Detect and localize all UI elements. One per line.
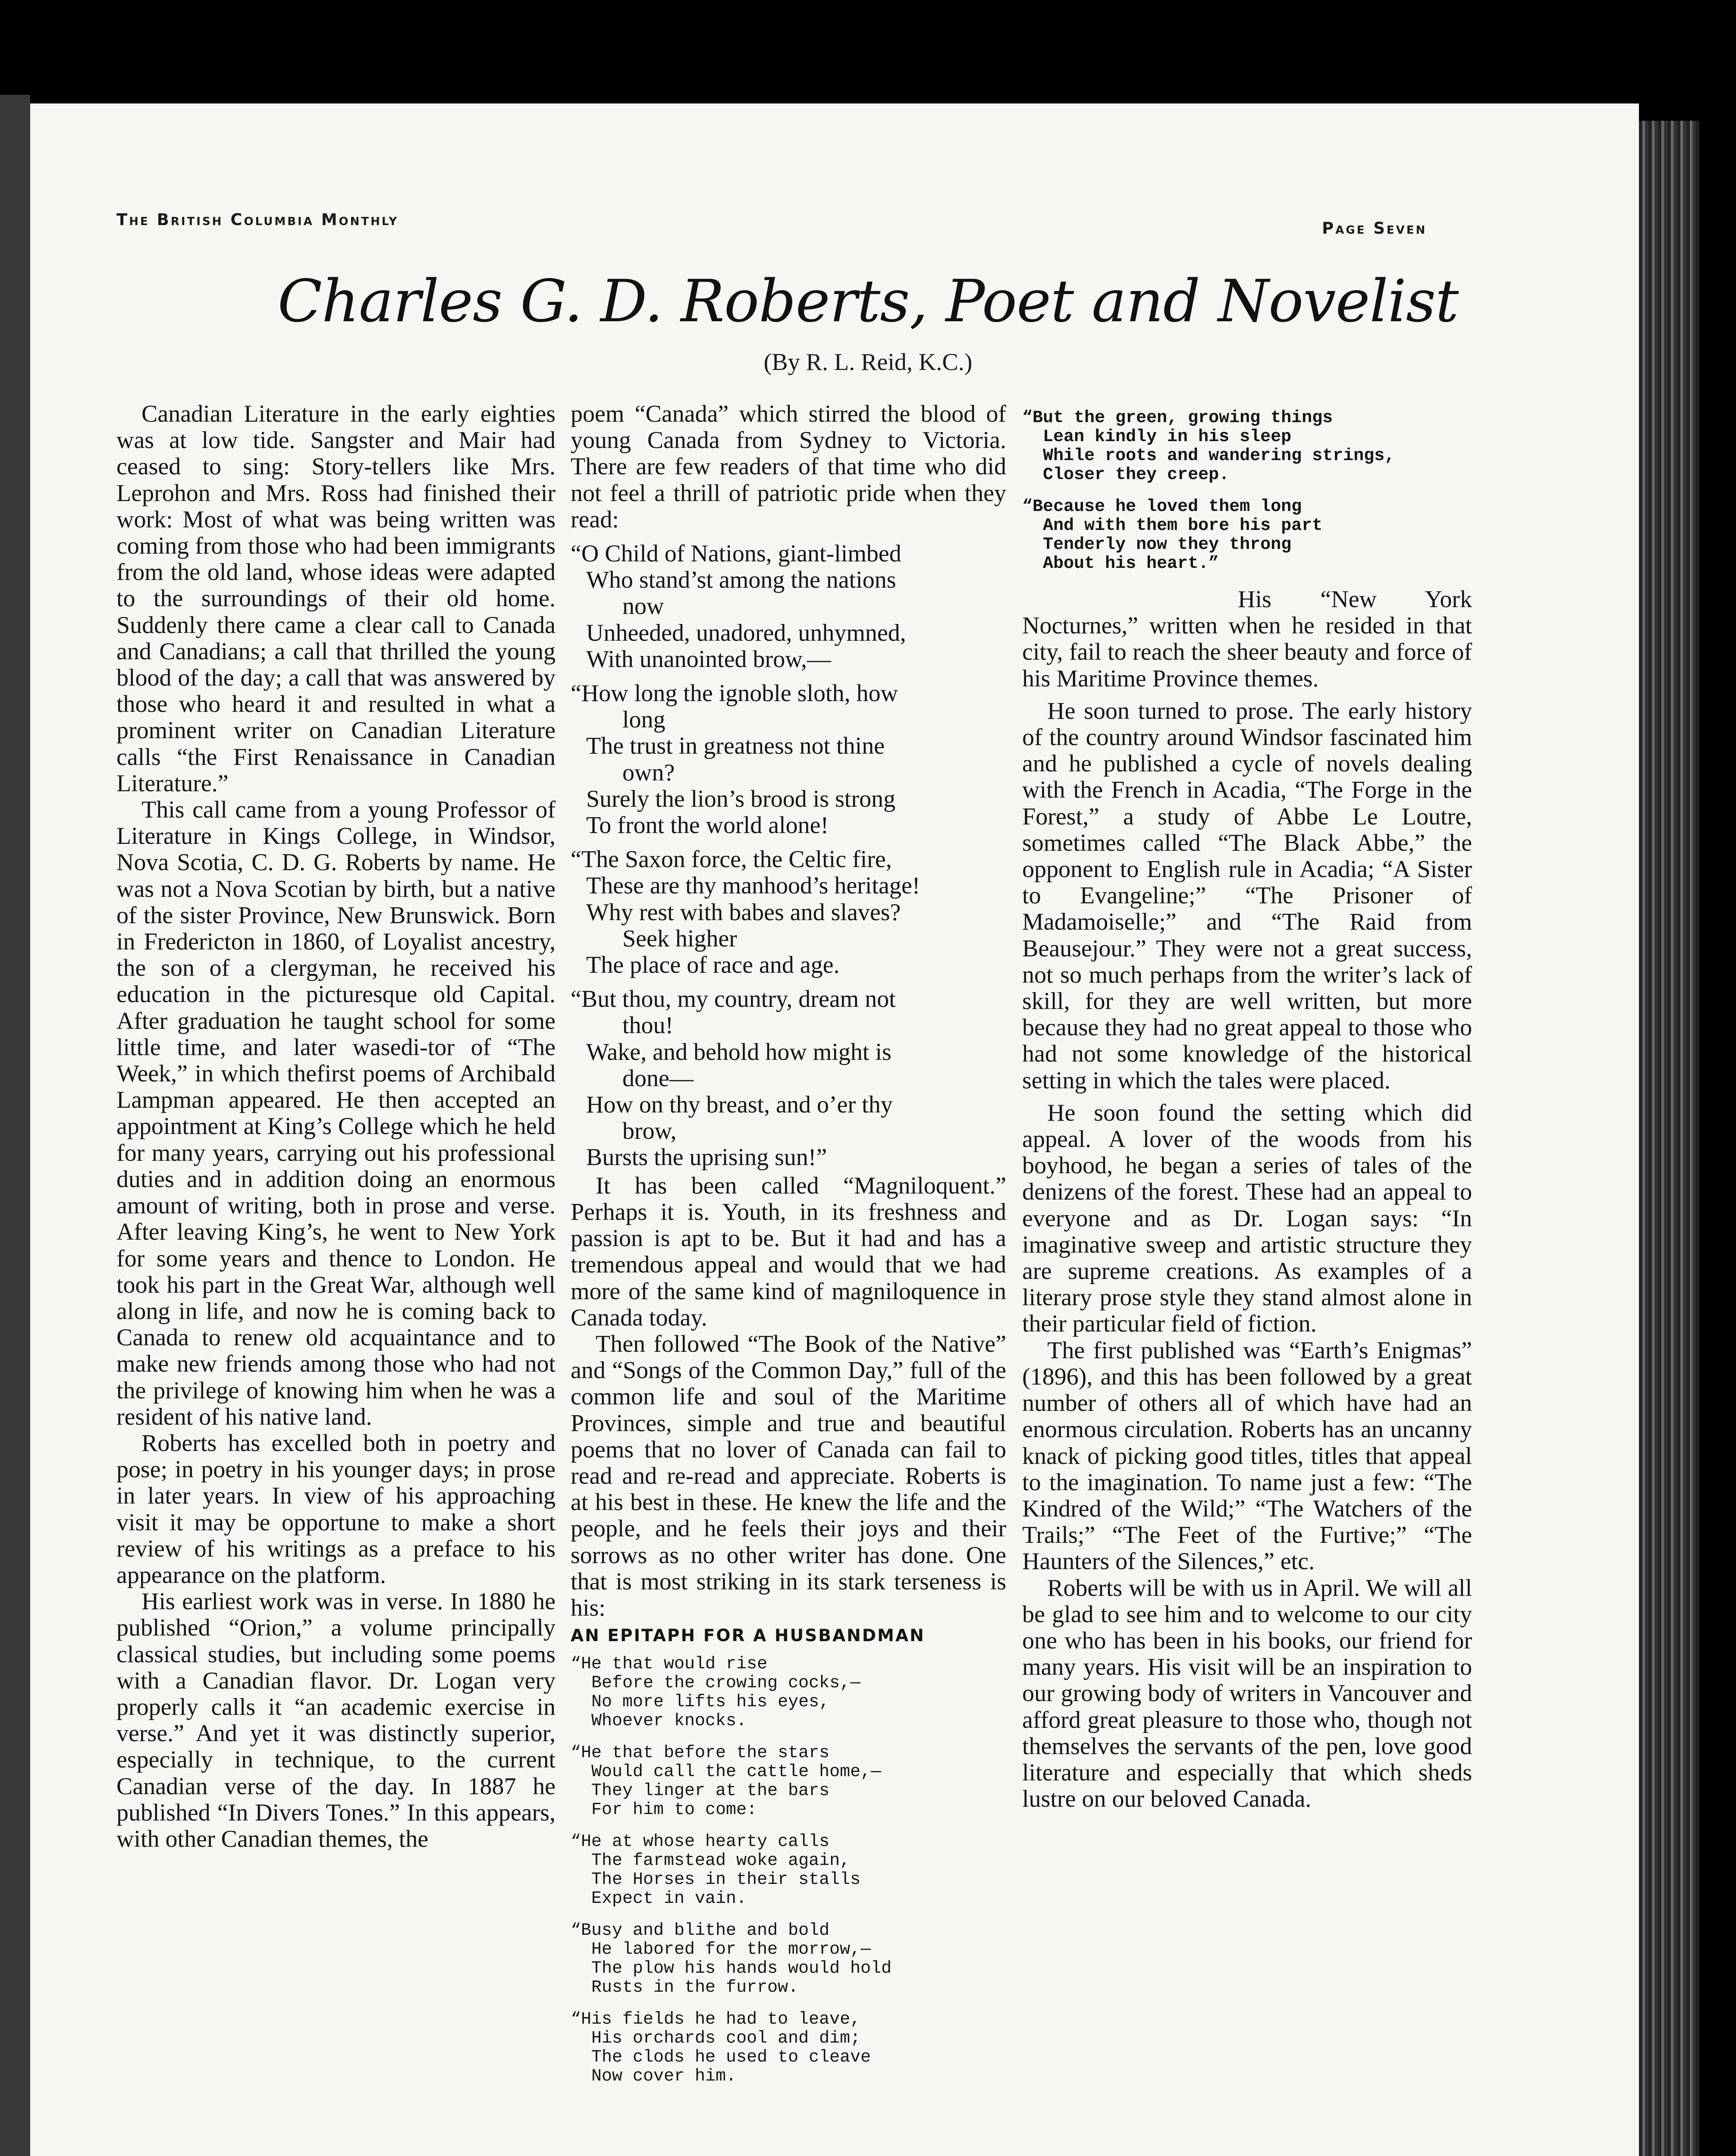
epitaph-line: Before the crowing cocks,—	[571, 1673, 861, 1693]
running-header-page-number: Page Seven	[1322, 219, 1427, 238]
paragraph: It has been called “Magniloquent.” Perhaps it is. Youth, in its freshness and passion is apt to be. But it had and has a tremendous appeal and would that we had more of the same kind of magniloquence in Canada today.	[571, 1172, 1006, 1331]
paragraph: He soon found the setting which did appeal. A lover of the woods from his boyhood, he began a series of tales of the denizens of the forest. These had an appeal to everyone and as Dr. Logan says: “In imaginative sweep and artistic structure they are supreme creations. As examples of a literary prose style they stand almost alone in their particular field of fiction.	[1022, 1099, 1472, 1338]
epitaph-stanza	[571, 1744, 1006, 1820]
poem-stanza	[571, 846, 1006, 978]
verse-line: Seek higher	[622, 925, 737, 952]
verse-line: Bursts the uprising sun!”	[586, 1144, 827, 1171]
epitaph-stanza	[571, 1833, 1006, 1908]
epitaph-line: “His fields he had to leave,	[571, 2010, 861, 2030]
poem-stanza	[571, 541, 1006, 673]
column-2	[571, 401, 1006, 2099]
verse-line: own?	[622, 759, 675, 786]
epitaph-stanza	[571, 2010, 1006, 2086]
epitaph-line: Lean kindly in his sleep	[1022, 427, 1292, 447]
paragraph: This call came from a young Professor of Literature in Kings College, in Windsor, Nova Scotia, C. D. G. Roberts by name. He was not a Nova Scotian by birth, but a native of the sister Province, New Brunswick. Born in Fredericton in 1860, of Loyalist ancestry, the son of a clergyman, he received his education in the picturesque old Capital. After graduation he taught school for some little time, and later wasedi-tor of “The Week,” in which thefirst poems of Archibald Lampman appeared. He then accepted an appointment at King’s College which he held for many years, carrying out his professional duties and in addition doing an enormous amount of writing, both in prose and verse. After leaving King’s, he went to New York for some years and thence to London. He took his part in the Great War, although well along in life, and now he is coming back to Canada to renew old acquaintance and to make new friends among those who had not the privilege of knowing him when he was a resident of his native land.	[116, 796, 556, 1430]
verse-line: With unanointed brow,—	[586, 646, 832, 673]
epitaph-line: About his heart.”	[1022, 554, 1219, 573]
verse-line: Surely the lion’s brood is strong	[586, 785, 896, 812]
verse-line: “The Saxon force, the Celtic fire,	[571, 846, 892, 873]
epitaph-line: Expect in vain.	[571, 1889, 747, 1909]
column-1	[116, 401, 556, 1852]
epitaph-line: “He that before the stars	[571, 1743, 830, 1763]
verse-line: “How long the ignoble sloth, how	[571, 680, 898, 707]
epitaph-line: Tenderly now they throng	[1022, 535, 1292, 555]
epitaph-line: The plow his hands would hold	[571, 1959, 892, 1979]
paragraph: The first published was “Earth’s Enigmas” (1896), and this has been followed by a great number of others all of which have had an enormous circulation. Roberts has an uncanny knack of picking good titles, titles that appeal to the imagination. To name just a few: “The Kindred of the Wild;” “The Watchers of the Trails;” “The Feet of the Furtive;” “The Haunters of the Silences,” etc.	[1022, 1337, 1472, 1575]
epitaph-line: He labored for the morrow,—	[571, 1940, 871, 1960]
verse-line: Who stand’st among the nations	[586, 567, 896, 594]
running-header-publication: The British Columbia Monthly	[116, 210, 399, 229]
paragraph: He soon turned to prose. The early history of the country around Windsor fascinated him and he published a cycle of novels dealing with the French in Acadia, “The Forge in the Forest,” a study of Abbe Le Loutre, sometimes called “The Black Abbe,” the opponent to English rule in Acadia; “A Sister to Evangeline;” “The Prisoner of Madamoiselle;” and “The Raid from Beausejour.” They were not a great success, not so much perhaps from the writer’s lack of skill, for they are well written, but more because they had no great appeal to those who had not some knowledge of the historical setting in which the tales were placed.	[1022, 697, 1472, 1094]
article-title: Charles G. D. Roberts, Poet and Novelist	[277, 267, 1459, 335]
verse-line: The place of race and age.	[586, 952, 840, 979]
epitaph-line: Closer they creep.	[1022, 465, 1230, 485]
epitaph-line: “Because he loved them long	[1022, 497, 1302, 517]
epitaph-line: No more lifts his eyes,	[571, 1692, 830, 1712]
epitaph-stanza	[571, 1655, 1006, 1731]
epitaph-line: “But the green, growing things	[1022, 408, 1333, 428]
epitaph-stanza	[1022, 409, 1472, 485]
epitaph-stanza	[571, 1921, 1006, 1997]
verse-line: “But thou, my country, dream not	[571, 986, 896, 1013]
paragraph: Roberts has excelled both in poetry and pose; in poetry in his younger days; in prose in later years. In view of his approaching visit it may be opportune to make a short review of his writings as a preface to his appearance on the platform.	[116, 1429, 556, 1589]
epitaph-line: “He at whose hearty calls	[571, 1832, 830, 1852]
epitaph-line: They linger at the bars	[571, 1781, 830, 1801]
verse-line: Unheeded, unadored, unhymned,	[586, 619, 906, 646]
epitaph-line: For him to come:	[571, 1800, 757, 1820]
verse-line: “O Child of Nations, giant-limbed	[571, 540, 901, 567]
epitaph-line: Now cover him.	[571, 2067, 737, 2087]
epitaph-line: His orchards cool and dim;	[571, 2029, 861, 2049]
binding-edge	[0, 95, 30, 2156]
epitaph-line: “He that would rise	[571, 1655, 768, 1674]
epitaph-line: The farmstead woke again,	[571, 1851, 851, 1871]
poem-stanza	[571, 680, 1006, 839]
article-byline: (By R. L. Reid, K.C.)	[763, 349, 973, 376]
epitaph-line: Rusts in the furrow.	[571, 1978, 799, 1998]
column-3	[1022, 401, 1472, 1812]
paragraph: poem “Canada” which stirred the blood of young Canada from Sydney to Victoria. There are few readers of that time who did not feel a thrill of patriotic pride when they read:	[571, 401, 1006, 533]
epitaph-line: While roots and wandering strings,	[1022, 446, 1395, 466]
verse-line: long	[622, 706, 666, 733]
verse-line: now	[622, 593, 664, 620]
paragraph: Then followed “The Book of the Native” and “Songs of the Common Day,” full of the common life and soul of the Maritime Provinces, simple and true and beautiful poems that no lover of Canada can fail to read and re-read and appreciate. Roberts is at his best in these. He knew the life and the people, and he feels their joys and their sorrows as no other writer has done. One that is most striking in its stark terseness is his:	[571, 1330, 1006, 1621]
verse-line: The trust in greatness not thine	[586, 733, 885, 760]
epitaph-line: Whoever knocks.	[571, 1711, 747, 1731]
epitaph-line: Would call the cattle home,—	[571, 1762, 882, 1782]
epitaph-stanza	[1022, 498, 1472, 573]
epitaph-line: The Horses in their stalls	[571, 1870, 861, 1890]
page-stack-edge	[1639, 121, 1699, 2156]
verse-line: How on thy breast, and o’er thy	[586, 1091, 893, 1119]
epitaph-line: And with them bore his part	[1022, 516, 1323, 536]
verse-line: Wake, and behold how might is	[586, 1038, 892, 1065]
paragraph: His “New York Nocturnes,” written when he resided in that city, fail to reach the sheer beauty and force of his Maritime Province themes.	[1022, 586, 1472, 692]
paragraph: His earliest work was in verse. In 1880 he published “Orion,” a volume principally classical studies, but including some poems with a Canadian flavor. Dr. Logan very properly calls it “an academic exercise in verse.” And yet it was distinctly superior, especially in technique, to the current Canadian verse of the day. In 1887 he published “In Divers Tones.” In this appears, with other Canadian themes, the	[116, 1588, 556, 1852]
verse-line: Why rest with babes and slaves?	[586, 899, 901, 926]
paragraph: Roberts will be with us in April. We will all be glad to see him and to welcome to our city one who has been in his books, our friend for many years. His visit will be an inspiration to our growing body of writers in Vancouver and afford great pleasure to those who, though not themselves the servants of the pen, love good literature and especially that which sheds lustre on our beloved Canada.	[1022, 1574, 1472, 1813]
epitaph-line: “Busy and blithe and bold	[571, 1921, 830, 1941]
verse-line: brow,	[622, 1118, 677, 1145]
verse-line: thou!	[622, 1012, 674, 1039]
verse-line: To front the world alone!	[586, 812, 829, 839]
poem-stanza	[571, 986, 1006, 1171]
poem-title: AN EPITAPH FOR A HUSBANDMAN	[571, 1626, 925, 1646]
verse-line: These are thy manhood’s heritage!	[586, 872, 920, 899]
verse-line: done—	[622, 1065, 694, 1092]
epitaph-line: The clods he used to cleave	[571, 2048, 871, 2068]
paragraph: Canadian Literature in the early eighties was at low tide. Sangster and Mair had ceased to sing: Story-tellers like Mrs. Leprohon and Mrs. Ross had finished their work: Most of what was being written was coming from those who had been immigrants from the old land, whose ideas were adapted to the surroundings of their old home. Suddenly there came a clear call to Canada and Canadians; a call that thrilled the young blood of the day; a call that was answered by those who heard it and resulted in what a prominent writer on Canadian Literature calls “the First Renaissance in Canadian Literature.”	[116, 401, 556, 797]
